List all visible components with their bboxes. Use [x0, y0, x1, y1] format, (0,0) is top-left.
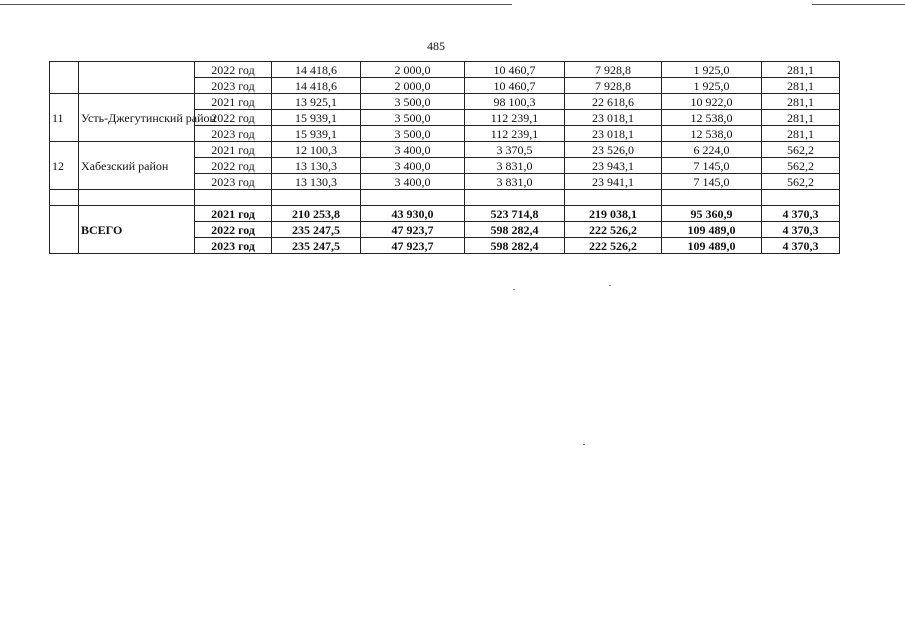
- value-cell: 109 489,0: [662, 222, 762, 238]
- table-row: [50, 94, 840, 110]
- year-cell: 2021 год: [195, 142, 272, 158]
- value-cell: 4 370,3: [762, 222, 840, 238]
- table-row: [50, 62, 840, 78]
- value-cell: 598 282,4: [465, 222, 565, 238]
- empty-row: [50, 190, 840, 206]
- empty-cell: [762, 190, 840, 206]
- value-cell: 10 922,0: [662, 94, 762, 110]
- value-cell: 98 100,3: [465, 94, 565, 110]
- value-cell: 2 000,0: [361, 62, 465, 78]
- value-cell: 562,2: [762, 158, 840, 174]
- value-cell: 3 831,0: [465, 158, 565, 174]
- value-cell: 4 370,3: [762, 238, 840, 254]
- value-cell: 3 500,0: [361, 94, 465, 110]
- value-cell: 112 239,1: [465, 110, 565, 126]
- empty-cell: [79, 190, 195, 206]
- page-number: 485: [427, 39, 445, 53]
- value-cell: 12 538,0: [662, 110, 762, 126]
- value-cell: 22 618,6: [565, 94, 662, 110]
- value-cell: 23 941,1: [565, 174, 662, 190]
- year-cell: 2022 год: [195, 62, 272, 78]
- empty-cell: [361, 190, 465, 206]
- year-cell: 2022 год: [195, 158, 272, 174]
- value-cell: 562,2: [762, 174, 840, 190]
- value-cell: 235 247,5: [272, 238, 361, 254]
- value-cell: 10 460,7: [465, 78, 565, 94]
- value-cell: 3 400,0: [361, 174, 465, 190]
- empty-cell: [565, 190, 662, 206]
- value-cell: 112 239,1: [465, 126, 565, 142]
- empty-cell: [662, 190, 762, 206]
- value-cell: 7 928,8: [565, 78, 662, 94]
- value-cell: 12 100,3: [272, 142, 361, 158]
- value-cell: 13 130,3: [272, 174, 361, 190]
- total-label-cell: ВСЕГО: [79, 206, 195, 254]
- value-cell: 10 460,7: [465, 62, 565, 78]
- year-cell: 2021 год: [195, 94, 272, 110]
- year-cell: 2023 год: [195, 238, 272, 254]
- value-cell: 523 714,8: [465, 206, 565, 222]
- year-cell: 2023 год: [195, 78, 272, 94]
- value-cell: 7 928,8: [565, 62, 662, 78]
- value-cell: 219 038,1: [565, 206, 662, 222]
- value-cell: 13 130,3: [272, 158, 361, 174]
- value-cell: 3 400,0: [361, 142, 465, 158]
- value-cell: 1 925,0: [662, 78, 762, 94]
- value-cell: 47 923,7: [361, 238, 465, 254]
- value-cell: 15 939,1: [272, 110, 361, 126]
- value-cell: 3 831,0: [465, 174, 565, 190]
- value-cell: 281,1: [762, 94, 840, 110]
- value-cell: 222 526,2: [565, 238, 662, 254]
- value-cell: 15 939,1: [272, 126, 361, 142]
- value-cell: 109 489,0: [662, 238, 762, 254]
- value-cell: 281,1: [762, 62, 840, 78]
- value-cell: 222 526,2: [565, 222, 662, 238]
- year-cell: 2023 год: [195, 174, 272, 190]
- budget-table: [49, 61, 840, 254]
- value-cell: 7 145,0: [662, 158, 762, 174]
- value-cell: 95 360,9: [662, 206, 762, 222]
- year-cell: 2021 год: [195, 206, 272, 222]
- empty-cell: [50, 190, 79, 206]
- empty-cell: [195, 190, 272, 206]
- value-cell: 4 370,3: [762, 206, 840, 222]
- value-cell: 23 018,1: [565, 110, 662, 126]
- value-cell: 2 000,0: [361, 78, 465, 94]
- value-cell: 23 943,1: [565, 158, 662, 174]
- value-cell: 43 930,0: [361, 206, 465, 222]
- value-cell: 13 925,1: [272, 94, 361, 110]
- value-cell: 3 370,5: [465, 142, 565, 158]
- district-number-cell: 11: [50, 94, 79, 142]
- value-cell: 47 923,7: [361, 222, 465, 238]
- value-cell: 1 925,0: [662, 62, 762, 78]
- value-cell: 281,1: [762, 110, 840, 126]
- table-row: [50, 142, 840, 158]
- value-cell: 235 247,5: [272, 222, 361, 238]
- value-cell: 7 145,0: [662, 174, 762, 190]
- scan-speck: [609, 285, 611, 286]
- year-cell: 2022 год: [195, 110, 272, 126]
- scan-speck: [583, 444, 585, 445]
- district-name-cell: Хабезский район: [79, 142, 195, 190]
- district-number-cell: [50, 62, 79, 94]
- top-edge-rule: [0, 4, 512, 5]
- district-name-cell: [79, 62, 195, 94]
- value-cell: 23 018,1: [565, 126, 662, 142]
- value-cell: 3 500,0: [361, 110, 465, 126]
- value-cell: 3 500,0: [361, 126, 465, 142]
- value-cell: 562,2: [762, 142, 840, 158]
- value-cell: 210 253,8: [272, 206, 361, 222]
- value-cell: 14 418,6: [272, 62, 361, 78]
- value-cell: 281,1: [762, 78, 840, 94]
- value-cell: 23 526,0: [565, 142, 662, 158]
- value-cell: 3 400,0: [361, 158, 465, 174]
- value-cell: 281,1: [762, 126, 840, 142]
- district-number-cell: 12: [50, 142, 79, 190]
- empty-cell: [465, 190, 565, 206]
- total-row: [50, 206, 840, 222]
- scan-speck: [513, 289, 515, 290]
- value-cell: 598 282,4: [465, 238, 565, 254]
- district-name-cell: Усть-Джегутинский район: [79, 94, 195, 142]
- value-cell: 12 538,0: [662, 126, 762, 142]
- empty-cell: [272, 190, 361, 206]
- top-edge-rule-right: [812, 4, 905, 5]
- value-cell: 14 418,6: [272, 78, 361, 94]
- value-cell: 6 224,0: [662, 142, 762, 158]
- year-cell: 2022 год: [195, 222, 272, 238]
- total-number-cell: [50, 206, 79, 254]
- year-cell: 2023 год: [195, 126, 272, 142]
